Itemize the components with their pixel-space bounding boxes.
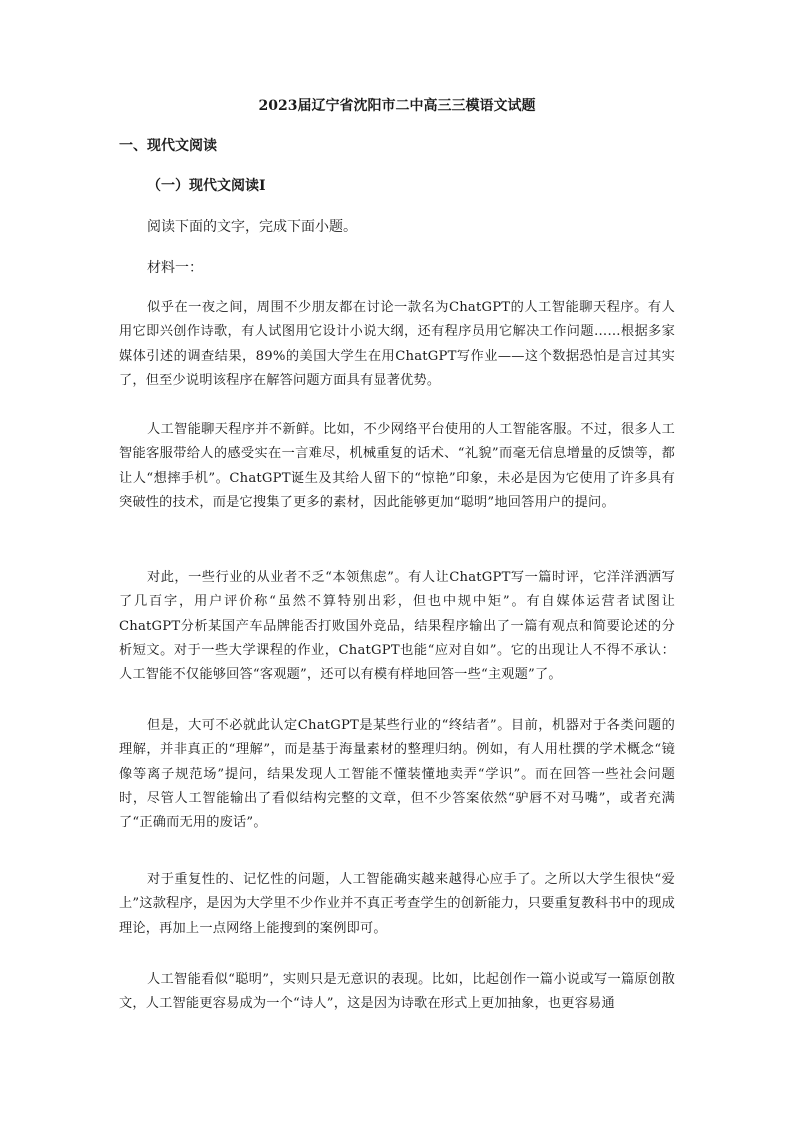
paragraph: 但是，大可不必就此认定ChatGPT是某些行业的“终结者”。目前，机器对于各类问题的理解，并非真正的“理解”，而是基于海量素材的整理归纳。例如，有人用杜撰的学术概念“镜像等离子规范场”提问，结果发现人工智能不懂装懂地卖弄“学识”。而在回答一些社会问题时，尽管人工智能输出了看似结构完整的文章，但不少答案依然“驴唇不对马嘴”，或者充满了“正确而无用的废话”。	[119, 718, 675, 831]
paragraph: 对于重复性的、记忆性的问题，人工智能确实越来越得心应手了。之所以大学生很快“爱上”这款程序，是因为大学里不少作业并不真正考查学生的创新能力，只要重复教科书中的现成理论，再加上一点网络上能搜到的案例即可。	[119, 872, 675, 936]
paragraph: 似乎在一夜之间，周围不少朋友都在讨论一款名为ChatGPT的人工智能聊天程序。有人用它即兴创作诗歌，有人试图用它设计小说大纲，还有程序员用它解决工作问题……根据多家媒体引述的调查结果，89%的美国大学生在用ChatGPT写作业——这个数据恐怕是言过其实了，但至少说明该程序在解答问题方面具有显著优势。	[119, 300, 675, 388]
subsection-heading: （一）现代文阅读Ⅰ	[147, 178, 266, 194]
paragraph: 人工智能看似“聪明”，实则只是无意识的表现。比如，比起创作一篇小说或写一篇原创散文，人工智能更容易成为一个“诗人”，这是因为诗歌在形式上更加抽象，也更容易通	[119, 972, 675, 1012]
section-heading: 一、现代文阅读	[119, 138, 217, 154]
paragraph: 对此，一些行业的从业者不乏“本领焦虑”。有人让ChatGPT写一篇时评，它洋洋洒洒写了几百字，用户评价称“虽然不算特别出彩，但也中规中矩”。有自媒体运营者试图让ChatGPT分析某国产车品牌能否打败国外竞品，结果程序输出了一篇有观点和简要论述的分析短文。对于一些大学课程的作业，ChatGPT也能“应对自如”。它的出现让人不得不承认：人工智能不仅能够回答“客观题”，还可以有模有样地回答一些“主观题”了。	[119, 570, 675, 683]
paragraph: 人工智能聊天程序并不新鲜。比如，不少网络平台使用的人工智能客服。不过，很多人工智能客服带给人的感受实在一言难尽，机械重复的话术、“礼貌”而毫无信息增量的反馈等，都让人“想摔手机”。ChatGPT诞生及其给人留下的“惊艳”印象，未必是因为它使用了许多具有突破性的技术，而是它搜集了更多的素材，因此能够更加“聪明”地回答用户的提问。	[119, 422, 675, 510]
material-label: 材料一：	[147, 260, 203, 276]
reading-instruction: 阅读下面的文字，完成下面小题。	[147, 219, 357, 235]
document-title: 2023届辽宁省沈阳市二中高三三模语文试题	[258, 98, 536, 114]
